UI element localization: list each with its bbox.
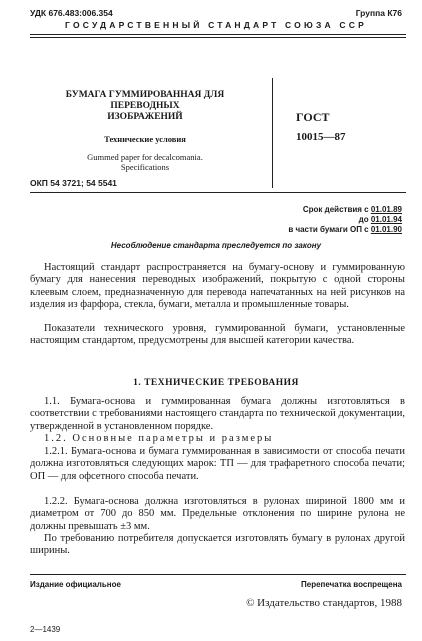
print-code: 2—1439 — [30, 625, 61, 634]
group-code: Группа К76 — [355, 8, 402, 18]
gost-block — [296, 110, 386, 143]
okp-rule — [30, 192, 406, 193]
document-title — [30, 90, 260, 123]
copyright: © Издательство стандартов, 1988 — [246, 597, 402, 609]
official-edition: Издание официальное — [30, 580, 121, 589]
validity-start — [303, 205, 402, 214]
scope-paragraph: Настоящий стандарт распространяется на бумагу-основу и гуммированную бумагу для нанесения переводных изображений, покрытую с одной стороны клеевым слоем, предназначенную для перевода напечатанных на ней рисунков на изделия из фарфора, стекла, бумаги, металла и промышленные товары. — [30, 262, 405, 310]
english-title — [30, 152, 260, 172]
clause-1-2-2: 1.2.2. Бумага-основа должна изготовляться в рулонах шириной 1800 мм и диаметром от 700 до 850 мм. Предельные отклонения по ширине рулона не должны превышать ±3 мм. — [30, 496, 405, 532]
validity-start-date: 01.01.89 — [370, 205, 402, 214]
clause-1-1: 1.1. Бумага-основа и гуммированная бумага должны изготовляться в соответствии с требованиями настоящего стандарта по технической документации, утвержденной в установленном порядке. — [30, 396, 405, 432]
clause-1-2-heading: 1.2. Основные параметры и размеры — [44, 433, 274, 444]
document-title-line1: БУМАГА ГУММИРОВАННАЯ ДЛЯ ПЕРЕВОДНЫХ — [65, 90, 225, 111]
reprint-prohibited: Перепечатка воспрещена — [301, 580, 402, 589]
validity-start-label: Срок действия с — [302, 205, 369, 214]
section-1-heading: 1. ТЕХНИЧЕСКИЕ ТРЕБОВАНИЯ — [133, 378, 299, 388]
gost-label: ГОСТ — [296, 110, 330, 124]
okp-codes: ОКП 54 3721; 54 5541 — [30, 178, 117, 188]
document-title-line2: ИЗОБРАЖЕНИЙ — [107, 112, 183, 122]
technical-conditions: Технические условия — [104, 134, 186, 144]
state-standard-title: ГОСУДАРСТВЕННЫЙ СТАНДАРТ СОЮЗА ССР — [65, 20, 367, 30]
validity-end — [359, 215, 402, 224]
gost-number: 10015—87 — [296, 131, 346, 143]
english-title-line2: Specifications — [120, 162, 170, 172]
validity-op-label: в части бумаги ОП с — [288, 225, 369, 234]
clause-1-2-1: 1.2.1. Бумага-основа и бумага гуммированная в зависимости от способа печати должна изготовляться следующих марок: ТП — для трафаретного способа печати; ОП — для офсетного способа печати. — [30, 446, 405, 482]
validity-op-date: 01.01.90 — [370, 225, 402, 234]
title-vertical-rule — [272, 78, 273, 188]
validity-op — [288, 225, 402, 234]
header-rule-top — [30, 34, 406, 35]
validity-end-date: 01.01.94 — [370, 215, 402, 224]
title-block — [30, 90, 260, 172]
non-observance-notice: Несоблюдение стандарта преследуется по закону — [110, 241, 322, 250]
english-title-line1: Gummed paper for decalcomania. — [87, 152, 203, 162]
header-rule-bottom — [30, 37, 406, 38]
footer-rule — [30, 574, 406, 575]
udc-code: УДК 676.483:006.354 — [30, 8, 113, 18]
consumer-request-paragraph: По требованию потребителя допускается изготовлять бумагу в рулонах другой ширины. — [30, 533, 405, 557]
validity-end-label: до — [358, 215, 369, 224]
quality-paragraph: Показатели технического уровня, гуммированной бумаги, установленные настоящим стандартом, предусмотрены для высшей категории качества. — [30, 323, 405, 347]
